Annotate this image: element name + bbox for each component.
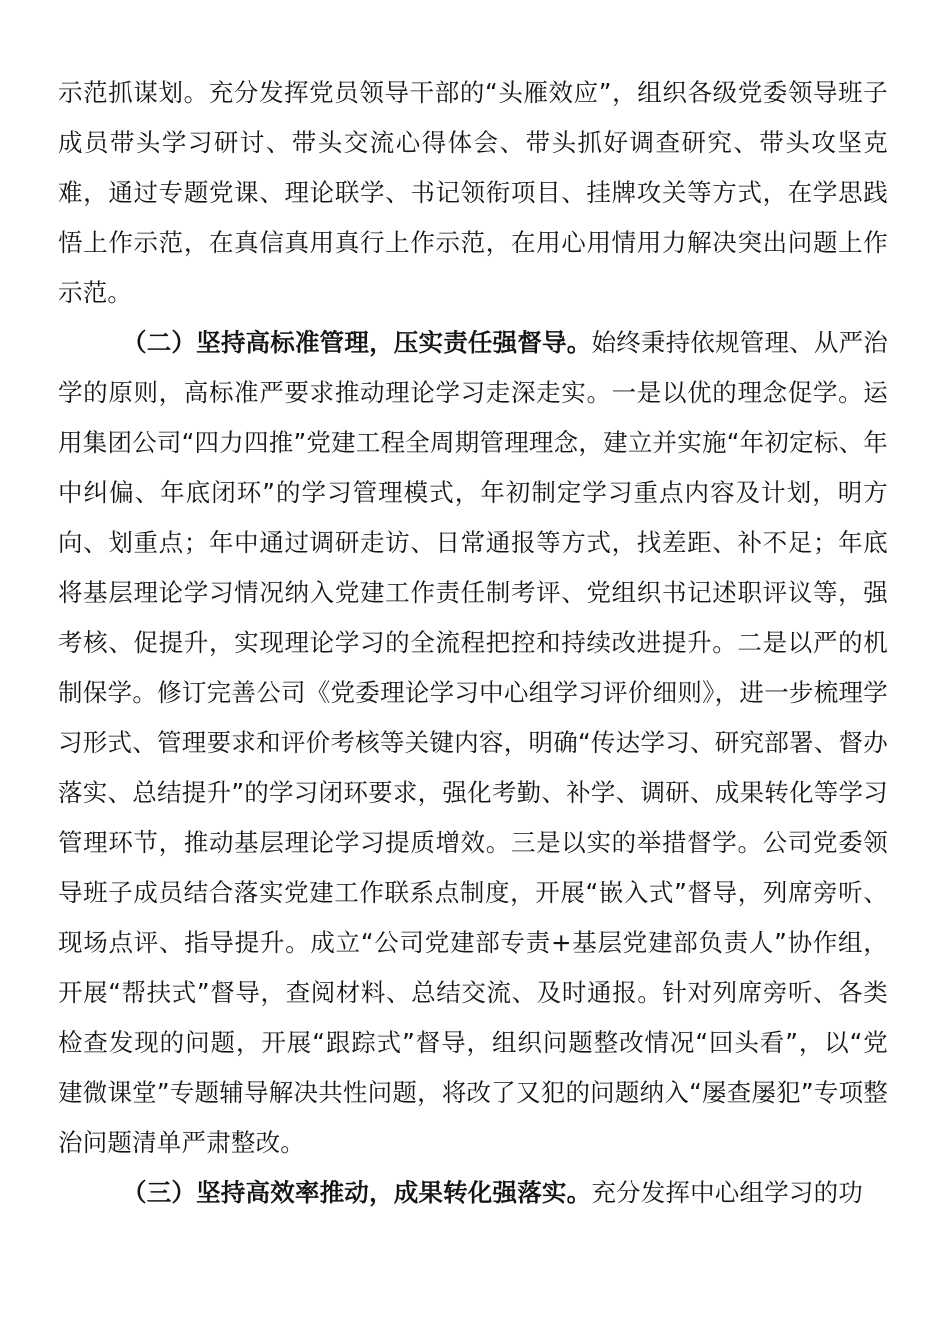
paragraph-2-text: 始终秉持依规管理、从严治学的原则，高标准严要求推动理论学习走深走实。一是以优的理念促学。运用集团公司“四力四推”党建工程全周期管理理念，建立并实施“年初定标、年中纠偏、年底闭环”的学习管理模式，年初制定学习重点内容及计划，明方向、划重点；年中通过调研走访、日常通报等方式，找差距、补不足；年底将基层理论学习情况纳入党建工作责任制考评、党组织书记述职评议等，强考核、促提升，实现理论学习的全流程把控和持续改进提升。二是以严的机制保学。修订完善公司《党委理论学习中心组学习评价细则》，进一步梳理学习形式、管理要求和评价考核等关键内容，明确“传达学习、研究部署、督办落实、总结提升”的学习闭环要求，强化考勤、补学、调研、成果转化等学习管理环节，推动基层理论学习提质增效。三是以实的举措督学。公司党委领导班子成员结合落实党建工作联系点制度，开展“嵌入式”督导，列席旁听、现场点评、指导提升。成立“公司党建部专责+基层党建部负责人”协作组，开展“帮扶式”督导，查阅材料、总结交流、及时通报。针对列席旁听、各类检查发现的问题，开展“跟踪式”督导，组织问题整改情况“回头看”，以“党建微课堂”专题辅导解决共性问题，将改了又犯的问题纳入“屡查屡犯”专项整治问题清单严肃整改。 <box>58 328 888 1157</box>
paragraph-1 <box>58 68 888 318</box>
paragraph-3-text: 充分发挥中心组学习的功 <box>591 1178 864 1207</box>
document-page <box>58 68 888 1218</box>
section-heading-3: （三）坚持高效率推动，成果转化强落实。 <box>122 1178 592 1207</box>
paragraph-3 <box>58 1168 888 1218</box>
paragraph-1-text: 示范抓谋划。充分发挥党员领导干部的“头雁效应”，组织各级党委领导班子成员带头学习研讨、带头交流心得体会、带头抓好调查研究、带头攻坚克难，通过专题党课、理论联学、书记领衔项目、挂牌攻关等方式，在学思践悟上作示范，在真信真用真行上作示范，在用心用情用力解决突出问题上作示范。 <box>58 78 888 307</box>
section-heading-2: （二）坚持高标准管理，压实责任强督导。 <box>122 328 592 357</box>
paragraph-2 <box>58 318 888 1168</box>
